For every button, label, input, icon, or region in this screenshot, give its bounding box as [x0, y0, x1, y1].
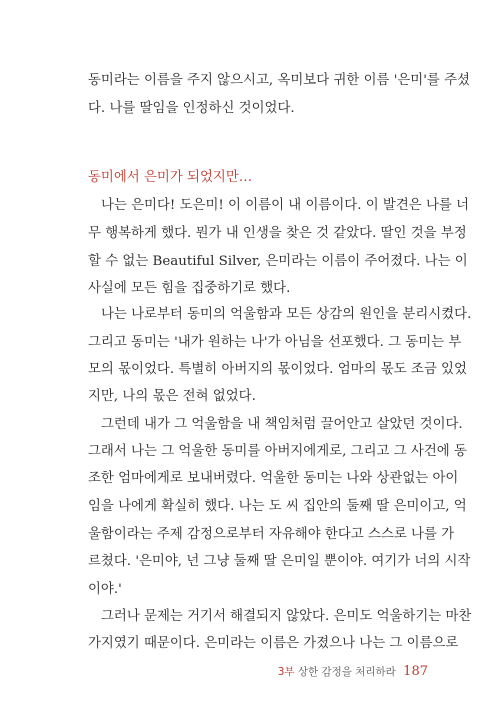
text-line: 가지였기 때문이다. 은미라는 이름은 가졌으나 나는 그 이름으로 [88, 636, 459, 651]
text-line: 임을 나에게 확실히 했다. 나는 도 씨 집안의 둘째 딸 은미이고, 억 [88, 499, 467, 514]
text-line: 동미라는 이름을 주지 않으시고, 옥미보다 귀한 이름 '은미'를 주셨 [88, 73, 470, 88]
page-footer [278, 664, 428, 679]
text-line: 그런데 내가 그 억울함을 내 책임처럼 끌어안고 살았던 것이다. [101, 417, 463, 432]
text-line: 그러나 문제는 거기서 해결되지 않았다. 은미도 억울하기는 마찬 [101, 609, 472, 624]
footer-chapter: 3부 [277, 666, 295, 678]
section-heading: 동미에서 은미가 되었지만… [88, 170, 253, 185]
text-line: 다. 나를 딸임을 인정하신 것이었다. [88, 101, 295, 116]
text-line: 그래서 나는 그 억울한 동미를 아버지에게로, 그리고 그 사건에 동 [88, 444, 467, 459]
text-line: 지만, 나의 몫은 전혀 없었다. [88, 389, 256, 404]
page-number: 187 [403, 664, 428, 679]
text-line: 울함이라는 주제 감정으로부터 자유해야 한다고 스스로 나를 가 [88, 527, 455, 542]
text-line: 할 수 없는 Beautiful Silver, 은미라는 이름이 주어졌다. 나는 이 [88, 254, 468, 269]
footer-title: 상한 감정을 처리하라 [297, 666, 396, 678]
text-line: 그리고 동미는 '내가 원하는 나'가 아님을 선포했다. 그 동미는 부 [88, 335, 462, 350]
text-line: 무 행복하게 했다. 뭔가 내 인생을 찾은 것 같았다. 딸인 것을 부정 [88, 226, 467, 241]
text-line: 사실에 모든 힘을 집중하기로 했다. [88, 281, 291, 296]
text-line: 모의 몫이었다. 특별히 아버지의 몫이었다. 엄마의 몫도 조금 있었 [88, 362, 467, 377]
text-line: 조한 엄마에게로 보내버렸다. 억울한 동미는 나와 상관없는 아이 [88, 471, 459, 486]
text-line: 르쳤다. '은미야, 넌 그냥 둘째 딸 은미일 뿐이야. 여기가 너의 시작 [88, 554, 471, 569]
text-line: 이야.' [88, 582, 122, 597]
text-line: 나는 나로부터 동미의 억울함과 모든 상감의 원인을 분리시켰다. [101, 307, 472, 322]
text-line: 나는 은미다! 도은미! 이 이름이 내 이름이다. 이 발견은 나를 너 [101, 198, 470, 213]
